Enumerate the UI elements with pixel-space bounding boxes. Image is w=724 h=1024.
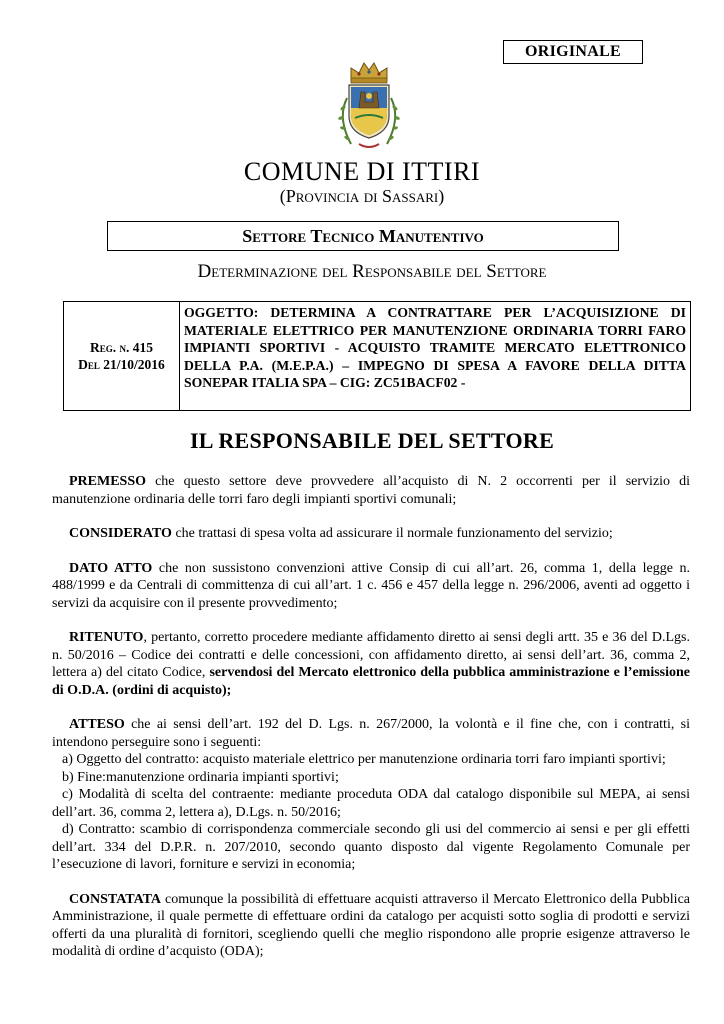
municipal-crest-icon <box>329 58 409 158</box>
section-heading: IL RESPONSABILE DEL SETTORE <box>189 428 555 453</box>
paragraph-lead: PREMESSO <box>69 474 147 489</box>
paragraph-text: comunque la possibilità di effettuare acquisti attraverso il Mercato Elettronico della Pubblica Amministrazione, il quale permette di effettuare ordini da catalogo per acquisti sotto soglia di prodotti e servizi offerti da una pluralità di fornitori, scegliendo quelli che meglio rispondono alle proprie esigenze attraverso le modalità di ordine d’acquisto (ODA); <box>52 891 690 959</box>
originale-stamp: ORIGINALE <box>503 40 643 64</box>
paragraph-emphasis: servendosi del Mercato elettronico della pubblica amministrazione e l’emissione di O.D.A. (ordini di acquisto); <box>52 665 690 698</box>
list-item: b) Fine:manutenzione ordinaria impianti sportivi; <box>62 769 339 785</box>
paragraph-considerato <box>52 525 690 543</box>
registry-cell <box>64 302 180 410</box>
list-item: a) Oggetto del contratto: acquisto materiale elettrico per manutenzione ordinaria torri faro impianti sportivi; <box>62 752 666 767</box>
paragraph-premesso <box>52 473 690 508</box>
document-type-title: Determinazione del Responsabile del Settore <box>197 261 547 282</box>
paragraph-lead: DATO ATTO <box>69 560 153 576</box>
province-subtitle: (Provincia di Sassari) <box>279 186 445 206</box>
paragraph-lead: CONSTATATA <box>69 891 162 907</box>
paragraph-lead: CONSIDERATO <box>69 526 172 541</box>
paragraph-atteso <box>52 716 690 751</box>
paragraph-lead: RITENUTO <box>69 630 144 645</box>
paragraph-text: che non sussistono convenzioni attive Consip di cui all’art. 26, comma 1, della legge n. 488/1999 e da Centrali di committenza di cui all’art. 1 c. 456 e 457 della legge n. 296/2006, aventi ad oggetto i servizi da acquisire con il presente provvedimento; <box>52 560 690 611</box>
list-item: c) Modalità di scelta del contraente: mediante proceduta ODA dal catalogo disponibile sul MEPA, ai sensi dell’art. 36, comma 2, lettera a), D.Lgs. n. 50/2016; <box>52 787 690 820</box>
municipality-title: COMUNE DI ITTIRI <box>243 157 481 186</box>
document-body <box>52 473 690 978</box>
department-box: Settore Tecnico Manutentivo <box>107 221 619 251</box>
paragraph-constatata <box>52 891 690 961</box>
paragraph-text: che questo settore deve provvedere all’acquisto di N. 2 occorrenti per il servizio di manutenzione ordinaria delle torri faro degli impianti sportivi comunali; <box>52 474 690 507</box>
subject-text: OGGETTO: DETERMINA A CONTRATTARE PER L’ACQUISIZIONE DI MATERIALE ELETTRICO PER MANUTENZIONE ORDINARIA TORRI FARO IMPIANTI SPORTIVI - ACQUISTO TRAMITE MERCATO ELETTRONICO DELLA P.A. (M.E.P.A.) – IMPEGNO DI SPESA A FAVORE DELLA DITTA SONEPAR ITALIA SPA – CIG: ZC51BACF02 - <box>184 305 686 391</box>
paragraph-lead: ATTESO <box>69 717 125 732</box>
subject-table <box>63 301 691 411</box>
registry-number: Reg. n. 415 <box>89 340 153 355</box>
paragraph-dato-atto <box>52 560 690 613</box>
paragraph-ritenuto <box>52 629 690 699</box>
registry-date: Del 21/10/2016 <box>78 357 165 372</box>
list-item: d) Contratto: scambio di corrispondenza commerciale secondo gli usi del commercio ai sensi e per gli effetti dell’art. 334 del D.P.R. n. 207/2010, secondo quanto disposto dal vigente Regolamento Comunale per l’esecuzione di lavori, forniture e servizi in economia; <box>52 822 690 872</box>
paragraph-text: che trattasi di spesa volta ad assicurare il normale funzionamento del servizio; <box>171 526 613 541</box>
paragraph-text: che ai sensi dell’art. 192 del D. Lgs. n. 267/2000, la volontà e il fine che, con i contratti, si intendono perseguire sono i seguenti: <box>52 717 690 750</box>
paragraph-text: , pertanto, corretto procedere mediante affidamento diretto ai sensi degli artt. 35 e 36 del D.Lgs. n. 50/2016 – Codice dei contratti e delle concessioni, con affidamento diretto, ai sensi dell’art. 36, comma 2, lettera a) del citato Codice, <box>52 630 690 680</box>
